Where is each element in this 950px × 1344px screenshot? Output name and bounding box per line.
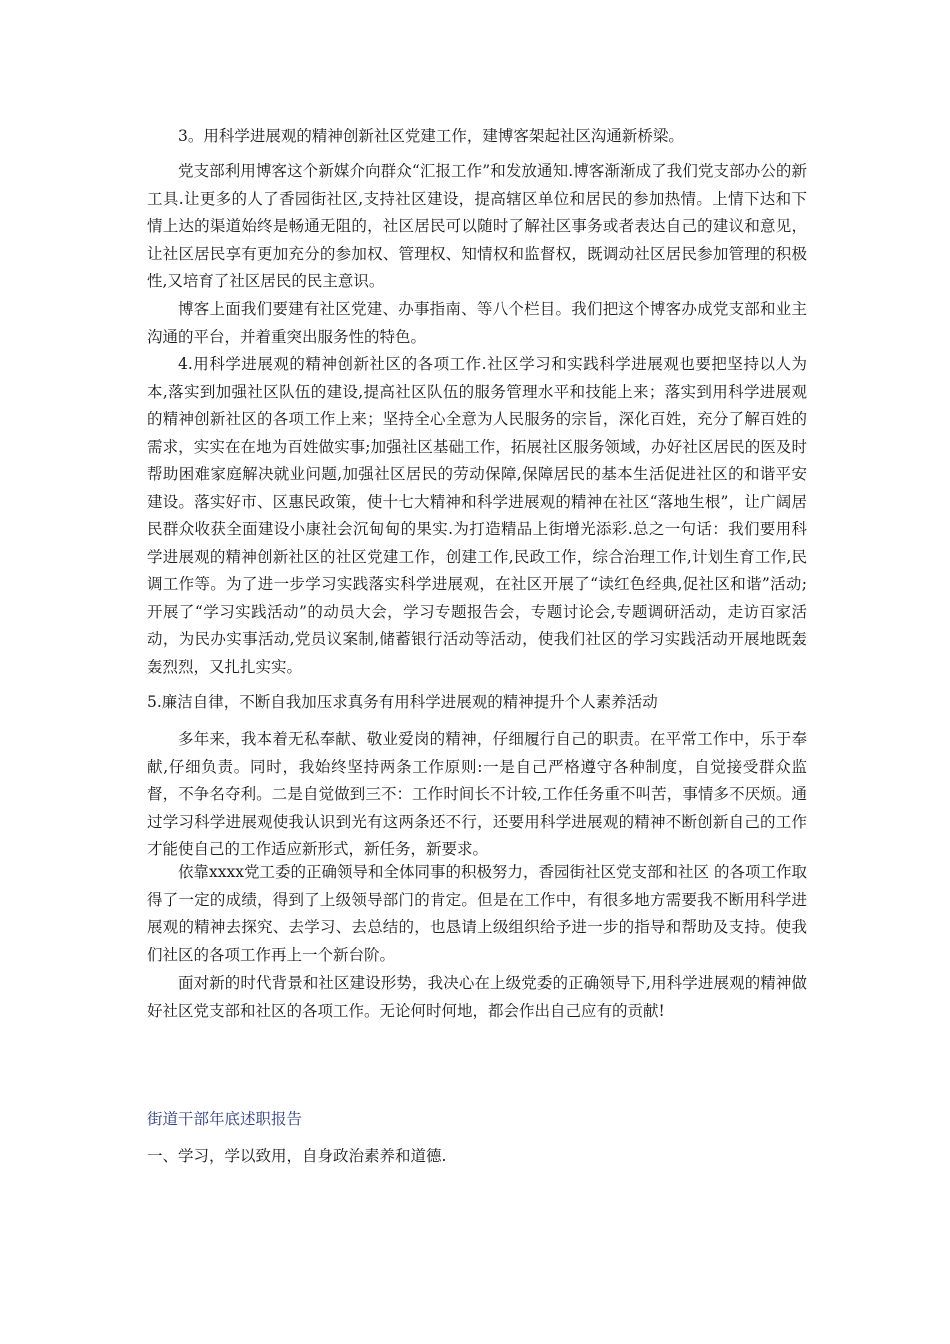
paragraph-achievements: 依靠xxxx党工委的正确领导和全体同事的积极努力，香园街社区党支部和社区 的各项工作取得了一定的成绩，得到了上级领导部门的肯定。但是在工作中，有很多地方需要我不断用科学进展观的精神去探究、去学习、去总结的，也恳请上级组织给予进一步的指导和帮助及支持。使我们社区的各项工作再上一个新台阶。 [147, 863, 807, 964]
paragraph-blog-media: 党支部利用博客这个新媒介向群众“汇报工作”和发放通知.博客渐渐成了我们党支部办公的新工具.让更多的人了香园街社区,支持社区建设，提高辖区单位和居民的参加热情。上情下达和下情上达的渠道始终是畅通无阻的，社区居民可以随时了解社区事务或者表达自己的建议和意见，让社区居民享有更加充分的参加权、管理权、知情权和监督权，既调动社区居民参加管理的积极性,又培育了社区居民的民主意识。 [147, 162, 807, 290]
report-title: 街道干部年底述职报告 [147, 1110, 303, 1128]
paragraph-section-4: 4.用科学进展观的精神创新社区的各项工作.社区学习和实践科学进展观也要把坚持以人为本,落实到加强社区队伍的建设,提高社区队伍的服务管理水平和技能上来；落实到用科学进展观的精神创新社区的各项工作上来；坚持全心全意为人民服务的宗旨，深化百姓，充分了解百姓的需求，实实在在地为百姓做实事;加强社区基础工作，拓展社区服务领域，办好社区居民的医及时帮助困难家庭解决就业问题,加强社区居民的劳动保障,保障居民的基本生活促进社区的和谐平安建设。落实好市、区惠民政策，使十七大精神和科学进展观的精神在社区“落地生根”，让广阔居民群众收获全面建设小康社会沉甸甸的果实.为打造精品上街增光添彩.总之一句话：我们要用科学进展观的精神创新社区的社区党建工作，创建工作,民政工作，综合治理工作,计划生育工作,民调工作等。为了进一步学习实践落实科学进展观，在社区开展了“读红色经典,促社区和谐”活动;开展了“学习实践活动”的动员大会，学习专题报告会，专题讨论会,专题调研活动，走访百家活动，为民办实事活动,党员议案制,储蓄银行活动等活动，使我们社区的学习实践活动开展地既轰轰烈烈，又扎扎实实。 [147, 355, 807, 676]
paragraph-commitment: 面对新的时代背景和社区建设形势，我决心在上级党委的正确领导下,用科学进展观的精神做好社区党支部和社区的各项工作。无论何时何地，都会作出自己应有的贡献! [147, 974, 807, 1020]
paragraph-blog-columns: 博客上面我们要建有社区党建、办事指南、等八个栏目。我们把这个博客办成党支部和业主沟通的平台，并着重突出服务性的特色。 [147, 300, 807, 346]
paragraph-section-5-heading: 5.廉洁自律，不断自我加压求真务有用科学进展观的精神提升个人素养活动 [147, 693, 658, 711]
paragraph-personal-conduct: 多年来，我本着无私奉献、敬业爱岗的精神，仔细履行自己的职责。在平常工作中，乐于奉献,仔细负责。同时，我始终坚持两条工作原则:一是自己严格遵守各种制度，自觉接受群众监督，不争名夺利。二是自觉做到三不：工作时间长不计较,工作任务重不叫苦，事情多不厌烦。通过学习科学进展观使我认识到光有这两条还不行，还要用科学进展观的精神不断创新自己的工作才能使自己的工作适应新形式，新任务，新要求。 [147, 730, 807, 858]
paragraph-section-3-heading: 3。用科学进展观的精神创新社区党建工作，建博客架起社区沟通新桥梁。 [178, 127, 684, 145]
paragraph-study-heading: 一、学习，学以致用，自身政治素养和道德. [147, 1147, 447, 1165]
